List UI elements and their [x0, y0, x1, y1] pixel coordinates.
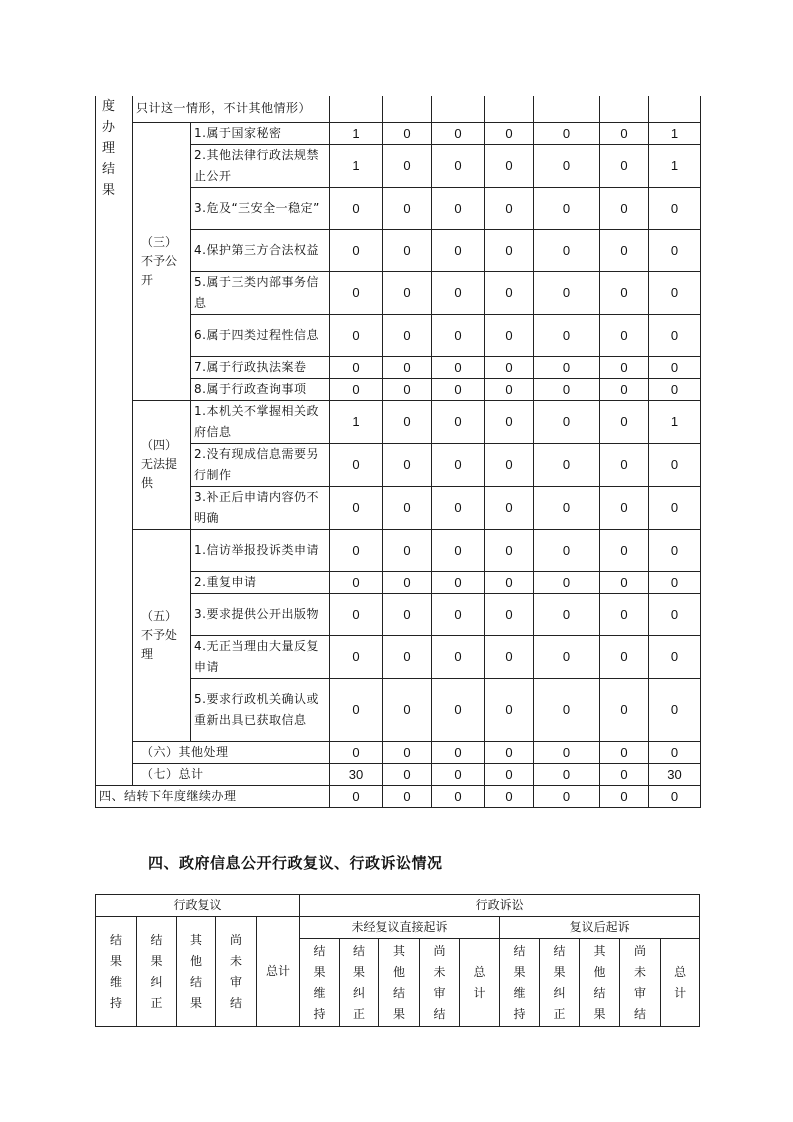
value-cell: 0	[534, 356, 600, 378]
value-cell: 0	[600, 635, 649, 678]
value-cell: 0	[330, 486, 383, 529]
value-cell: 0	[330, 314, 383, 356]
value-cell: 0	[383, 763, 432, 785]
value-cell: 0	[534, 187, 600, 229]
section-title: 四、政府信息公开行政复议、行政诉讼情况	[148, 854, 443, 872]
table-row	[96, 763, 701, 785]
value-cell: 0	[383, 741, 432, 763]
value-cell: 0	[485, 314, 534, 356]
value-cell: 0	[534, 635, 600, 678]
value-cell: 0	[534, 400, 600, 443]
value-cell: 0	[534, 785, 600, 807]
carry-label: 四、结转下年度继续办理	[96, 785, 330, 807]
value-cell: 0	[383, 529, 432, 571]
litigation-col-header	[500, 939, 540, 1027]
value-cell: 0	[600, 571, 649, 593]
value-cell: 0	[649, 314, 701, 356]
value-cell: 0	[330, 785, 383, 807]
review-col-header-text: 结果纠正	[150, 932, 163, 1010]
value-cell: 0	[485, 593, 534, 635]
admin-review-header: 行政复议	[96, 895, 300, 917]
value-cell: 0	[534, 678, 600, 741]
value-cell: 0	[600, 785, 649, 807]
value-cell: 0	[330, 741, 383, 763]
value-cell: 0	[534, 122, 600, 144]
value-cell: 0	[383, 356, 432, 378]
value-cell: 0	[534, 486, 600, 529]
value-cell: 0	[485, 144, 534, 187]
row-label: 5.要求行政机关确认或重新出具已获取信息	[191, 678, 330, 741]
value-cell: 0	[649, 271, 701, 314]
value-cell: 0	[330, 229, 383, 271]
value-cell: 0	[383, 378, 432, 400]
value-cell: 0	[600, 763, 649, 785]
review-col-header: 总计	[257, 917, 300, 1027]
value-cell: 0	[600, 356, 649, 378]
value-cell: 1	[330, 122, 383, 144]
row-label: 5.属于三类内部事务信息	[191, 271, 330, 314]
value-cell: 0	[432, 678, 485, 741]
value-cell: 1	[330, 400, 383, 443]
after-review-header: 复议后起诉	[500, 917, 700, 939]
empty-cell	[649, 96, 701, 122]
row-label: 2.重复申请	[191, 571, 330, 593]
empty-cell	[534, 96, 600, 122]
row-label: 4.保护第三方合法权益	[191, 229, 330, 271]
value-cell: 0	[485, 486, 534, 529]
value-cell: 0	[649, 378, 701, 400]
value-cell: 0	[600, 486, 649, 529]
value-cell: 0	[534, 314, 600, 356]
value-cell: 0	[485, 122, 534, 144]
group-label: （三）不予公开	[133, 122, 191, 400]
value-cell: 0	[485, 356, 534, 378]
value-cell: 0	[485, 400, 534, 443]
value-cell: 0	[534, 529, 600, 571]
value-cell: 0	[432, 741, 485, 763]
value-cell: 0	[330, 187, 383, 229]
value-cell: 0	[649, 785, 701, 807]
value-cell: 0	[432, 529, 485, 571]
review-litigation-table	[95, 894, 700, 1027]
value-cell: 0	[432, 122, 485, 144]
value-cell: 0	[432, 571, 485, 593]
value-cell: 0	[649, 678, 701, 741]
table-row	[96, 400, 701, 443]
row-label: 8.属于行政查询事项	[191, 378, 330, 400]
value-cell: 0	[485, 271, 534, 314]
value-cell: 0	[600, 593, 649, 635]
value-cell: 1	[649, 122, 701, 144]
review-col-header-text: 其他结果	[189, 932, 202, 1010]
value-cell: 0	[649, 741, 701, 763]
value-cell: 0	[485, 763, 534, 785]
value-cell: 0	[485, 678, 534, 741]
value-cell: 0	[432, 763, 485, 785]
table-row	[96, 741, 701, 763]
total-label: （七）总计	[133, 763, 330, 785]
value-cell: 0	[330, 678, 383, 741]
value-cell: 0	[383, 678, 432, 741]
litigation-col-header-text: 尚未审结	[433, 943, 446, 1021]
admin-litigation-header: 行政诉讼	[300, 895, 700, 917]
value-cell: 0	[383, 271, 432, 314]
row-label: 1.信访举报投诉类申请	[191, 529, 330, 571]
value-cell: 0	[649, 443, 701, 486]
value-cell: 0	[432, 187, 485, 229]
value-cell: 0	[600, 741, 649, 763]
value-cell: 0	[534, 741, 600, 763]
value-cell: 0	[330, 271, 383, 314]
litigation-col-header-text: 结果维持	[513, 943, 526, 1021]
value-cell: 0	[432, 785, 485, 807]
value-cell: 0	[383, 571, 432, 593]
value-cell: 0	[383, 635, 432, 678]
litigation-col-header	[580, 939, 620, 1027]
value-cell: 0	[534, 571, 600, 593]
value-cell: 0	[330, 571, 383, 593]
value-cell: 0	[600, 144, 649, 187]
value-cell: 0	[485, 741, 534, 763]
value-cell: 1	[330, 144, 383, 187]
review-col-header	[177, 917, 216, 1027]
direct-suit-header: 未经复议直接起诉	[300, 917, 500, 939]
value-cell: 0	[485, 785, 534, 807]
value-cell: 0	[432, 356, 485, 378]
value-cell: 0	[330, 635, 383, 678]
value-cell: 0	[383, 593, 432, 635]
litigation-col-header	[661, 939, 700, 1027]
value-cell: 0	[485, 443, 534, 486]
value-cell: 0	[330, 529, 383, 571]
litigation-col-header-text: 结果纠正	[353, 943, 366, 1021]
litigation-col-header-text: 结果纠正	[553, 943, 566, 1021]
row-label: 3.要求提供公开出版物	[191, 593, 330, 635]
review-col-header	[216, 917, 257, 1027]
value-cell: 0	[485, 229, 534, 271]
value-cell: 0	[485, 635, 534, 678]
value-cell: 0	[600, 229, 649, 271]
empty-cell	[330, 96, 383, 122]
row-label: 4.无正当理由大量反复申请	[191, 635, 330, 678]
empty-cell	[485, 96, 534, 122]
value-cell: 0	[383, 443, 432, 486]
value-cell: 0	[485, 378, 534, 400]
value-cell: 0	[432, 229, 485, 271]
value-cell: 0	[534, 593, 600, 635]
value-cell: 0	[432, 378, 485, 400]
group-label: （五）不予处理	[133, 529, 191, 741]
value-cell: 0	[432, 486, 485, 529]
value-cell: 0	[649, 635, 701, 678]
value-cell: 0	[534, 144, 600, 187]
litigation-col-header	[540, 939, 580, 1027]
row-label: 3.补正后申请内容仍不明确	[191, 486, 330, 529]
review-col-header	[96, 917, 137, 1027]
empty-cell	[383, 96, 432, 122]
value-cell: 0	[432, 635, 485, 678]
empty-cell	[432, 96, 485, 122]
table-row	[96, 785, 701, 807]
litigation-col-header	[620, 939, 661, 1027]
litigation-col-header	[379, 939, 420, 1027]
first-row-label: 只计这一情形，不计其他情形）	[133, 96, 330, 122]
value-cell: 0	[600, 400, 649, 443]
value-cell: 0	[600, 187, 649, 229]
value-cell: 0	[485, 529, 534, 571]
value-cell: 0	[383, 785, 432, 807]
value-cell: 0	[485, 187, 534, 229]
litigation-col-header-text: 其他结果	[593, 943, 606, 1021]
application-handling-table	[95, 96, 701, 808]
row-label: 1.本机关不掌握相关政府信息	[191, 400, 330, 443]
other-label: （六）其他处理	[133, 741, 330, 763]
value-cell: 0	[383, 400, 432, 443]
value-cell: 0	[649, 187, 701, 229]
value-cell: 0	[649, 229, 701, 271]
row-label: 2.没有现成信息需要另行制作	[191, 443, 330, 486]
litigation-col-header-text: 总计	[674, 964, 687, 1000]
value-cell: 0	[330, 443, 383, 486]
value-cell: 1	[649, 144, 701, 187]
value-cell: 0	[383, 187, 432, 229]
value-cell: 0	[600, 378, 649, 400]
value-cell: 0	[432, 271, 485, 314]
value-cell: 0	[649, 529, 701, 571]
value-cell: 0	[330, 356, 383, 378]
value-cell: 0	[600, 529, 649, 571]
value-cell: 0	[485, 571, 534, 593]
value-cell: 0	[600, 678, 649, 741]
table-row	[96, 122, 701, 144]
empty-cell	[600, 96, 649, 122]
value-cell: 0	[534, 271, 600, 314]
value-cell: 0	[383, 486, 432, 529]
litigation-col-header	[340, 939, 379, 1027]
value-cell: 0	[534, 229, 600, 271]
litigation-col-header-text: 其他结果	[393, 943, 406, 1021]
review-col-header-text: 结果维持	[109, 932, 122, 1010]
value-cell: 0	[432, 400, 485, 443]
value-cell: 0	[600, 271, 649, 314]
review-col-header	[137, 917, 177, 1027]
value-cell: 0	[383, 122, 432, 144]
litigation-col-header-text: 总计	[473, 964, 486, 1000]
value-cell: 30	[649, 763, 701, 785]
row-label: 1.属于国家秘密	[191, 122, 330, 144]
group-label: （四）无法提供	[133, 400, 191, 529]
value-cell: 0	[330, 378, 383, 400]
value-cell: 0	[432, 593, 485, 635]
value-cell: 0	[534, 378, 600, 400]
litigation-col-header	[420, 939, 460, 1027]
row-label: 2.其他法律行政法规禁止公开	[191, 144, 330, 187]
litigation-col-header	[460, 939, 500, 1027]
litigation-col-header-text: 结果维持	[313, 943, 326, 1021]
review-col-header-text: 尚未审结	[229, 932, 242, 1010]
value-cell: 0	[330, 593, 383, 635]
value-cell: 0	[432, 144, 485, 187]
value-cell: 1	[649, 400, 701, 443]
value-cell: 0	[534, 763, 600, 785]
value-cell: 0	[432, 443, 485, 486]
row-header-result: 度办理结果	[96, 96, 133, 785]
value-cell: 0	[600, 443, 649, 486]
litigation-col-header	[300, 939, 340, 1027]
value-cell: 0	[649, 486, 701, 529]
value-cell: 0	[534, 443, 600, 486]
value-cell: 0	[600, 122, 649, 144]
row-label: 3.危及“三安全一稳定”	[191, 187, 330, 229]
row-label: 7.属于行政执法案卷	[191, 356, 330, 378]
value-cell: 0	[383, 229, 432, 271]
value-cell: 0	[432, 314, 485, 356]
value-cell: 0	[649, 593, 701, 635]
table-row	[96, 529, 701, 571]
value-cell: 0	[383, 144, 432, 187]
value-cell: 0	[383, 314, 432, 356]
litigation-col-header-text: 尚未审结	[634, 943, 647, 1021]
value-cell: 0	[649, 571, 701, 593]
value-cell: 0	[649, 356, 701, 378]
value-cell: 30	[330, 763, 383, 785]
row-label: 6.属于四类过程性信息	[191, 314, 330, 356]
value-cell: 0	[600, 314, 649, 356]
